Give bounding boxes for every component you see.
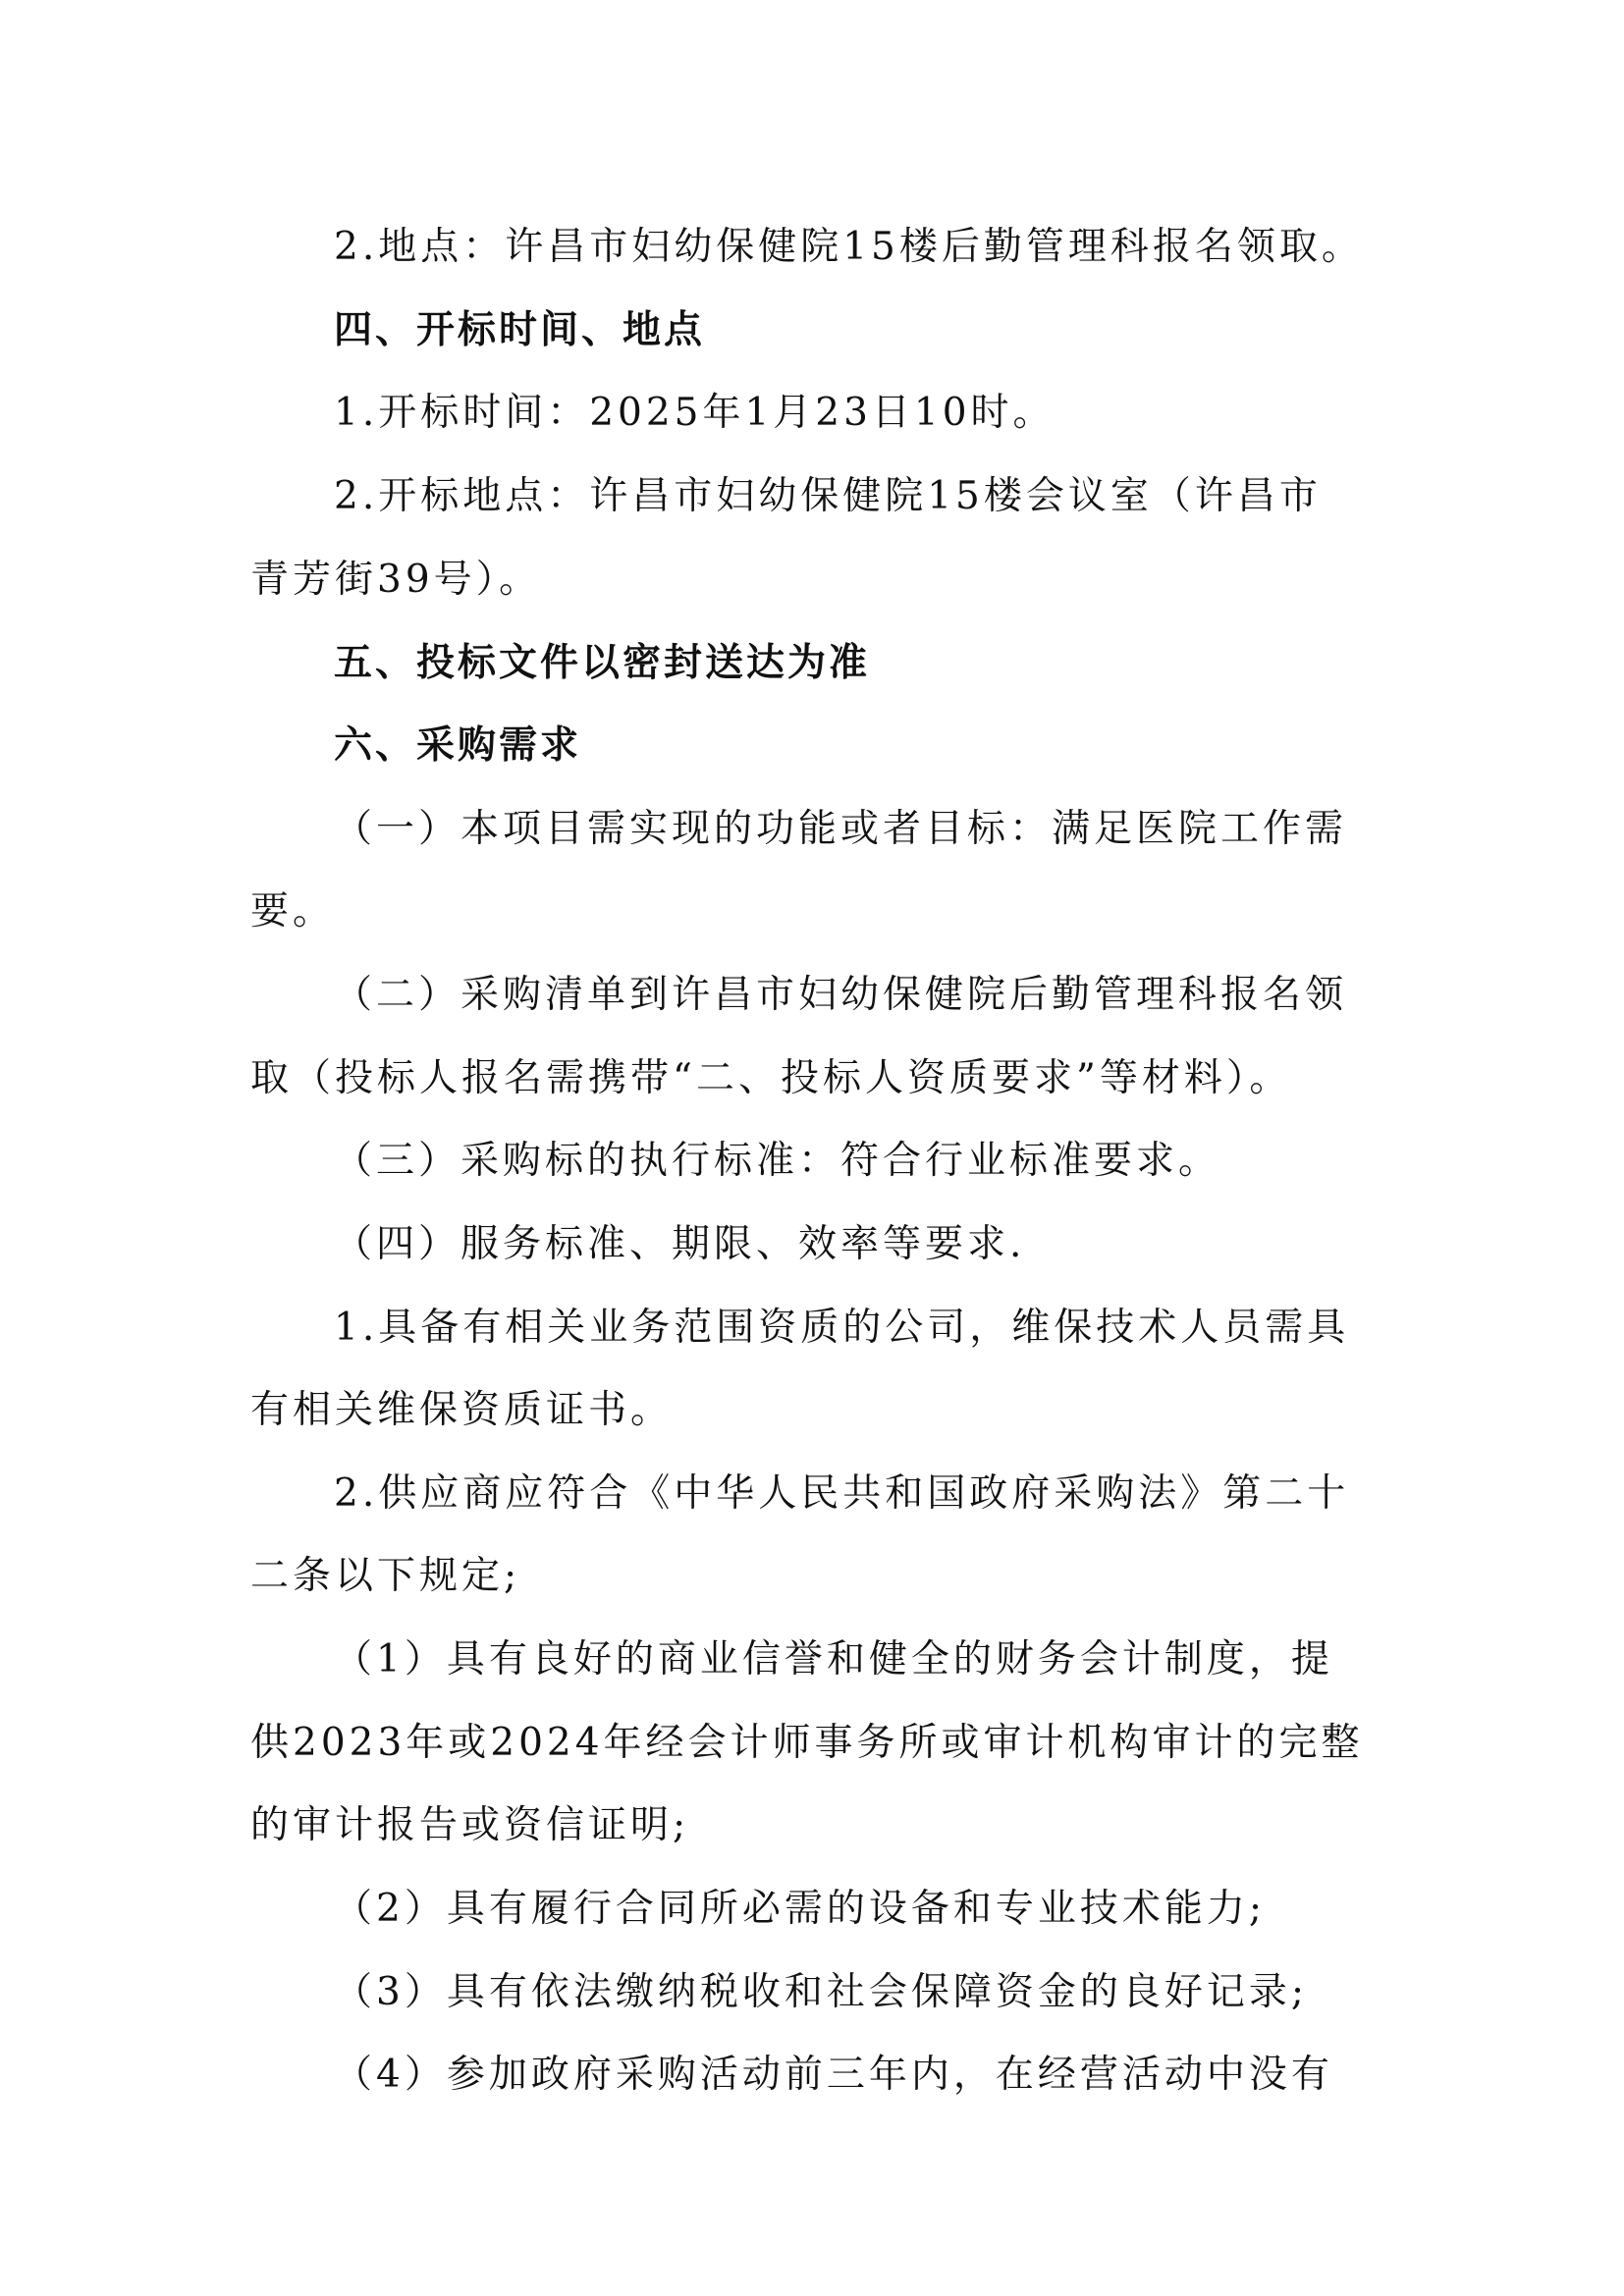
paragraph-condition-1-cont: 供2023年或2024年经会计师事务所或审计机构审计的完整 (250, 1721, 1364, 1765)
paragraph-qualification-2-cont: 二条以下规定; (250, 1554, 521, 1598)
paragraph-requirement-1-cont: 要。 (250, 889, 336, 934)
paragraph-condition-2: （2）具有履行合同所必需的设备和专业技术能力; (334, 1887, 1266, 1931)
paragraph-requirement-1: （一）本项目需实现的功能或者目标：满足医院工作需 (334, 807, 1348, 851)
paragraph-requirement-3: （三）采购标的执行标准：符合行业标准要求。 (334, 1139, 1221, 1183)
paragraph-condition-3: （3）具有依法缴纳税收和社会保障资金的良好记录; (334, 1970, 1308, 2014)
paragraph-qualification-1-cont: 有相关维保资质证书。 (250, 1388, 674, 1432)
paragraph-condition-4: （4）参加政府采购活动前三年内，在经营活动中没有 (334, 2053, 1333, 2097)
section-heading-4: 四、开标时间、地点 (334, 308, 706, 352)
paragraph-condition-1-end: 的审计报告或资信证明; (250, 1803, 690, 1847)
paragraph-opening-time: 1.开标时间：2025年1月23日10时。 (334, 391, 1056, 435)
paragraph-condition-1: （1）具有良好的商业信誉和健全的财务会计制度，提 (334, 1637, 1333, 1682)
section-heading-5: 五、投标文件以密封送达为准 (334, 641, 871, 685)
paragraph-location-registration: 2.地点：许昌市妇幼保健院15楼后勤管理科报名领取。 (334, 225, 1364, 269)
paragraph-requirement-2-cont: 取（投标人报名需携带“二、投标人资质要求”等材料）。 (250, 1056, 1292, 1100)
paragraph-opening-location: 2.开标地点：许昌市妇幼保健院15楼会议室（许昌市 (334, 474, 1322, 518)
section-heading-6: 六、采购需求 (334, 723, 582, 768)
paragraph-requirement-2: （二）采购清单到许昌市妇幼保健院后勤管理科报名领 (334, 973, 1348, 1017)
paragraph-opening-location-cont: 青芳街39号）。 (250, 558, 542, 602)
paragraph-qualification-1: 1.具备有相关业务范围资质的公司，维保技术人员需具 (334, 1306, 1350, 1350)
paragraph-qualification-2: 2.供应商应符合《中华人民共和国政府采购法》第二十 (334, 1471, 1350, 1516)
paragraph-requirement-4: （四）服务标准、期限、效率等要求. (334, 1222, 1026, 1266)
